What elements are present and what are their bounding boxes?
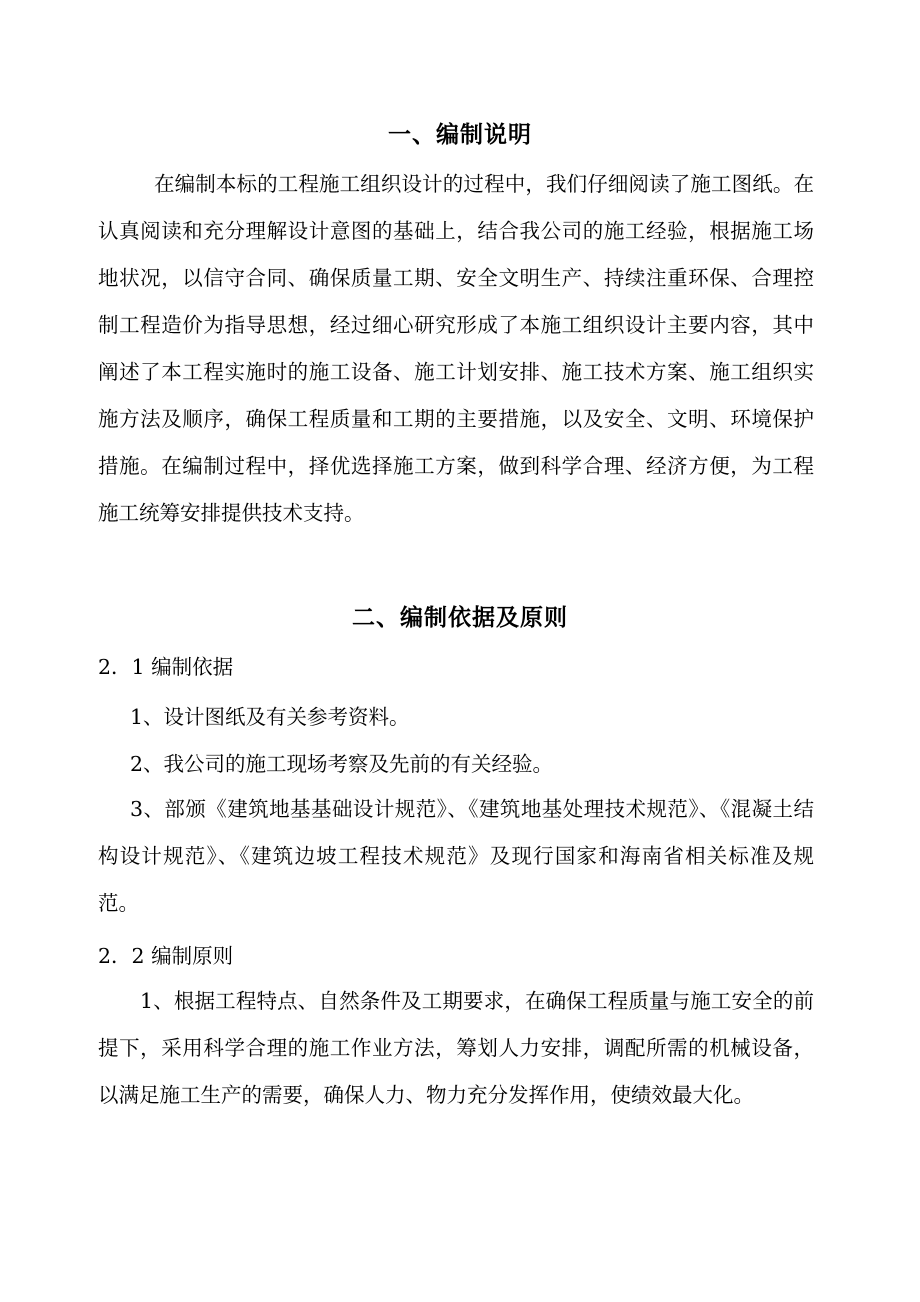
basis-item-1: 1、设计图纸及有关参考资料。 (130, 705, 410, 729)
basis-item-2: 2、我公司的施工现场考察及先前的有关经验。 (130, 752, 554, 776)
subsection-2-2-title: 2．2 编制原则 (98, 944, 234, 968)
subsection-2-1-title: 2．1 编制依据 (98, 655, 234, 679)
section1-title: 一、编制说明 (388, 122, 532, 148)
section2-title: 二、编制依据及原则 (352, 605, 568, 631)
section1-paragraph: 在编制本标的工程施工组织设计的过程中，我们仔细阅读了施工图纸。在认真阅读和充分理解设计意图的基础上，结合我公司的施工经验，根据施工场地状况，以信守合同、确保质量工期、安全文明生产、持续注重环保、合理控制工程造价为指导思想，经过细心研究形成了本施工组织设计主要内容，其中阐述了本工程实施时的施工设备、施工计划安排、施工技术方案、施工组织实施方法及顺序，确保工程质量和工期的主要措施，以及安全、文明、环境保护措施。在编制过程中，择优选择施工方案，做到科学合理、经济方便，为工程施工统筹安排提供技术支持。 (98, 172, 814, 525)
principle-item-1: 1、根据工程特点、自然条件及工期要求，在确保工程质量与施工安全的前提下，采用科学合理的施工作业方法，筹划人力安排，调配所需的机械设备，以满足施工生产的需要，确保人力、物力充分发挥作用，使绩效最大化。 (98, 989, 814, 1107)
basis-item-3: 3、部颁《建筑地基基础设计规范》、《建筑地基处理技术规范》、《混凝土结构设计规范》、《建筑边坡工程技术规范》及现行国家和海南省相关标准及规范。 (98, 797, 814, 915)
